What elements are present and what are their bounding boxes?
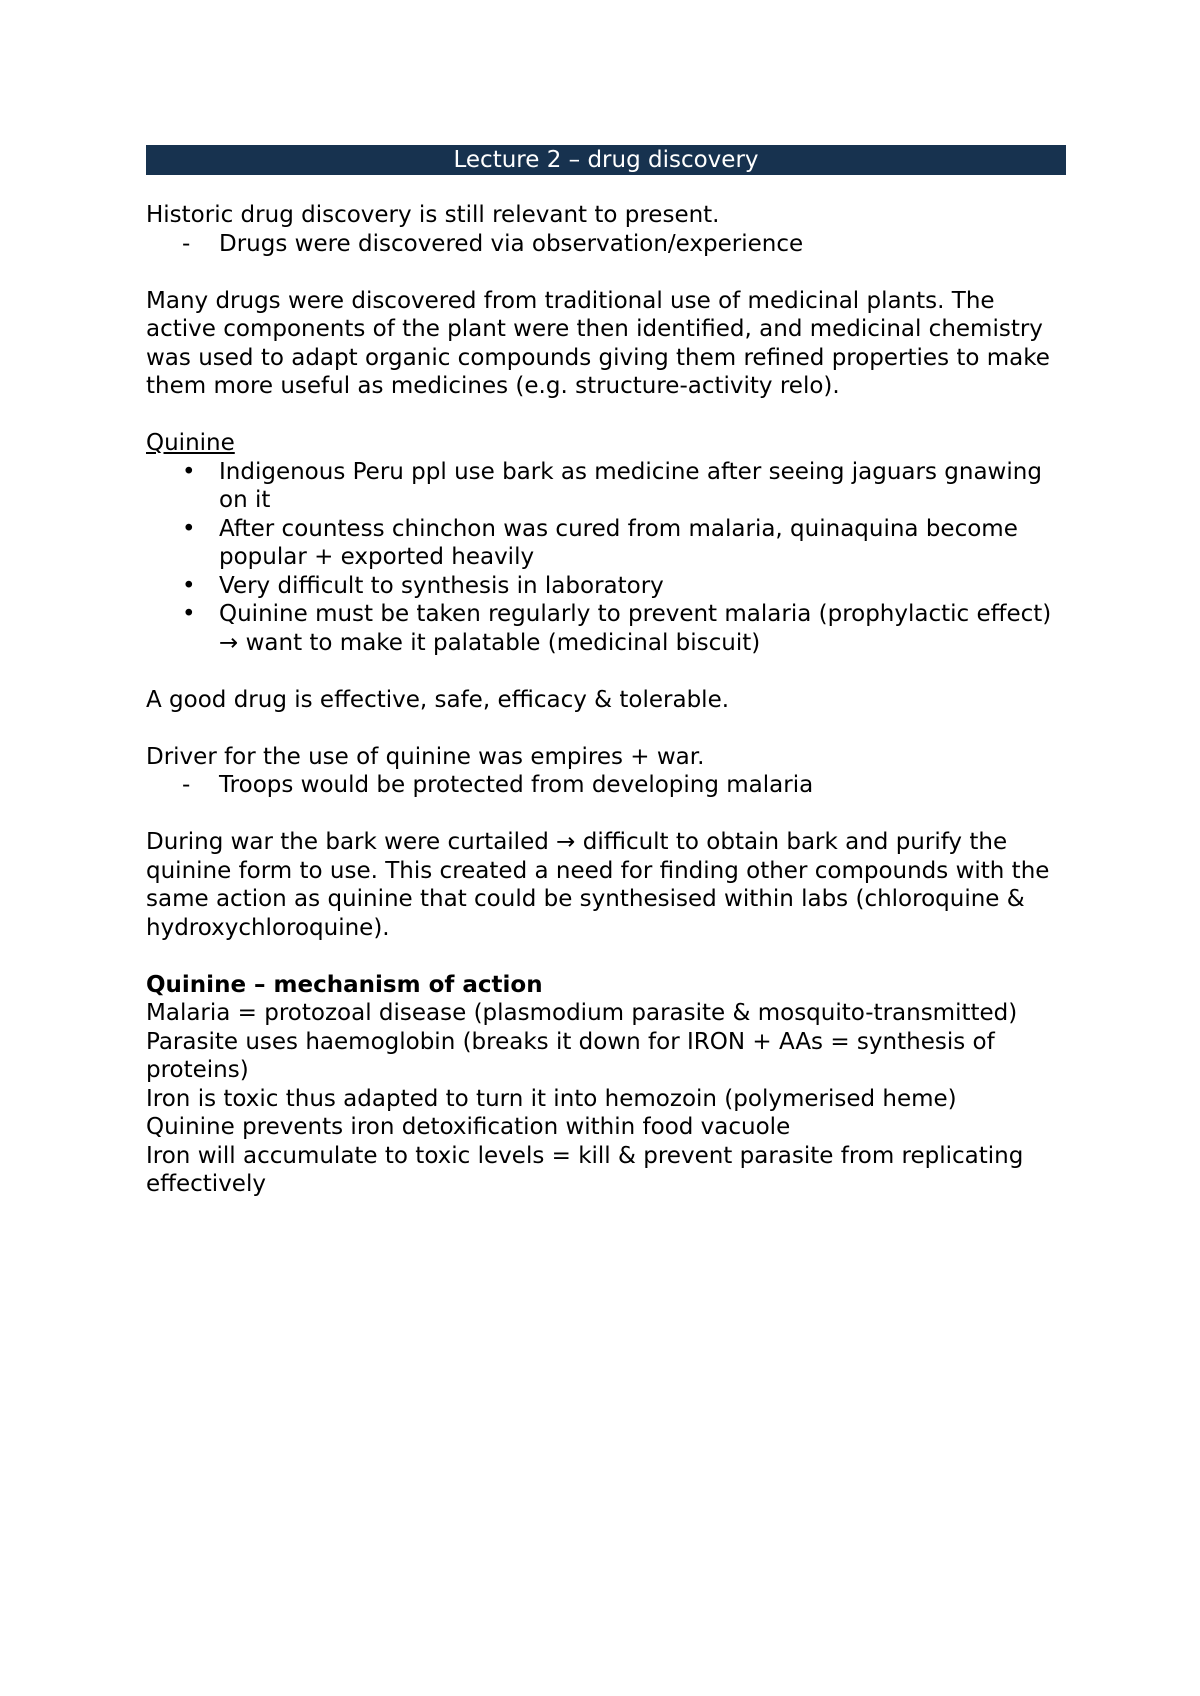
document-body [146,201,1066,1199]
dash-marker: - [182,772,191,798]
quinine-bullet-list [146,458,1066,658]
bullet-item-text: Indigenous Peru ppl use bark as medicine after seeing jaguars gnawing on it [219,458,1042,513]
dash-item-text: Drugs were discovered via observation/experience [219,230,804,257]
paragraph-traditional-use: Many drugs were discovered from traditional use of medicinal plants. The active components of the plant were then identified, and medicinal chemistry was used to adapt organic compounds giving them refined properties to make them more useful as medicines (e.g. structure-activity relo). [146,287,1050,399]
dash-list-item [146,771,1066,800]
bullet-item-text: Quinine must be taken regularly to prevent malaria (prophylactic effect) → want to make it palatable (medicinal biscuit) [219,601,1052,656]
dash-list-item [146,230,1066,259]
spacer [146,942,1066,971]
bullet-list-item [146,600,1066,657]
dash-item-text: Troops would be protected from developing malaria [219,772,814,798]
mechanism-line: Iron is toxic thus adapted to turn it into hemozoin (polymerised heme) [146,1085,957,1112]
mechanism-line: Quinine prevents iron detoxification within food vacuole [146,1114,791,1140]
bullet-item-text: Very difficult to synthesis in laboratory [219,572,664,599]
spacer [146,401,1066,430]
intro-dash-list [146,230,1066,259]
bullet-marker: • [182,458,196,485]
mechanism-heading: Quinine – mechanism of action [146,971,543,998]
bullet-list-item [146,515,1066,572]
mechanism-line: Malaria = protozoal disease (plasmodium parasite & mosquito-transmitted) [146,1000,1018,1026]
bullet-marker: • [182,515,196,542]
intro-sentence: Historic drug discovery is still relevant to present. [146,202,720,228]
mechanism-line: Iron will accumulate to toxic levels = kill & prevent parasite from replicating effectively [146,1142,1024,1197]
spacer [146,657,1066,686]
driver-sentence: Driver for the use of quinine was empires + war. [146,743,705,770]
dash-marker: - [182,230,191,257]
bullet-item-text: After countess chinchon was cured from malaria, quinaquina become popular + exported heavily [219,515,1018,570]
document-title: Lecture 2 – drug discovery [146,145,1066,175]
good-drug-sentence: A good drug is effective, safe, efficacy & tolerable. [146,686,730,713]
spacer [146,800,1066,829]
mechanism-line: Parasite uses haemoglobin (breaks it down for IRON + AAs = synthesis of proteins) [146,1028,995,1083]
spacer [146,714,1066,743]
spacer [146,258,1066,287]
bullet-list-item [146,458,1066,515]
bullet-list-item [146,572,1066,601]
driver-dash-list [146,771,1066,800]
bullet-marker: • [182,572,196,599]
paragraph-war: During war the bark were curtailed → difficult to obtain bark and purify the quinine form to use. This created a need for finding other compounds with the same action as quinine that could be synthesised within labs (chloroquine & hydroxychloroquine). [146,829,1050,941]
quinine-heading: Quinine [146,430,235,456]
bullet-marker: • [182,601,196,627]
